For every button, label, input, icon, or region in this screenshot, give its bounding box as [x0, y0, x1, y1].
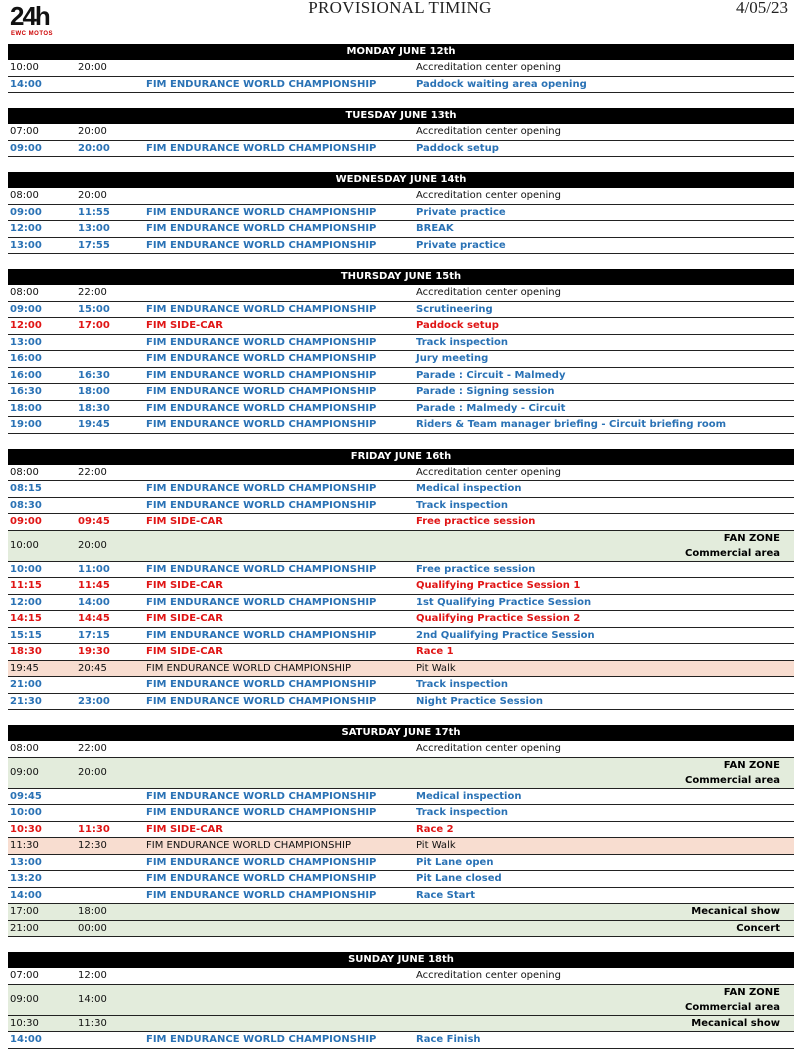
schedule-row: [8, 188, 794, 205]
schedule-row: [8, 531, 794, 562]
category: FIM ENDURANCE WORLD CHAMPIONSHIP: [146, 483, 377, 494]
end-time: 20:00: [78, 539, 107, 551]
end-time: 20:00: [78, 62, 107, 73]
category: FIM ENDURANCE WORLD CHAMPIONSHIP: [146, 856, 377, 868]
activity-line: Commercial area: [685, 547, 780, 559]
event-name: Track inspection: [416, 336, 509, 348]
event-name: BREAK: [416, 223, 454, 234]
start-time: 08:00: [10, 466, 39, 478]
start-time: 13:20: [10, 873, 42, 884]
event-name: Accreditation center opening: [416, 970, 561, 981]
event-name: Qualifying Practice Session 2: [416, 613, 581, 624]
category: FIM ENDURANCE WORLD CHAMPIONSHIP: [146, 679, 377, 690]
end-time: 19:30: [78, 646, 110, 657]
start-time: 13:00: [10, 336, 42, 348]
end-time: 20:00: [78, 142, 110, 154]
event-name: Track inspection: [416, 807, 509, 818]
category: FIM SIDE-CAR: [146, 580, 223, 591]
end-time: 23:00: [78, 695, 110, 707]
start-time: 10:00: [10, 539, 39, 551]
schedule-row: [8, 888, 794, 905]
end-time: 11:55: [78, 206, 110, 218]
start-time: 08:00: [10, 743, 39, 754]
start-time: 10:00: [10, 563, 42, 575]
day-header: MONDAY JUNE 12th: [8, 44, 794, 60]
day-section: [8, 108, 794, 157]
schedule-row: [8, 1032, 794, 1049]
start-time: 17:00: [10, 906, 39, 917]
schedule-row: [8, 318, 794, 335]
schedule-row: [8, 677, 794, 694]
schedule-row: [8, 401, 794, 418]
start-time: 12:00: [10, 223, 42, 234]
end-time: 11:45: [78, 580, 110, 591]
end-time: 11:30: [78, 823, 110, 835]
start-time: 07:00: [10, 126, 39, 137]
end-time: 18:00: [78, 906, 107, 917]
schedule-row: [8, 238, 794, 255]
category: FIM ENDURANCE WORLD CHAMPIONSHIP: [146, 78, 377, 90]
start-time: 11:15: [10, 580, 42, 591]
schedule-row: [8, 822, 794, 839]
event-name: Accreditation center opening: [416, 743, 561, 754]
start-time: 08:15: [10, 483, 42, 494]
day-header: SUNDAY JUNE 18th: [8, 952, 794, 968]
schedule-row: [8, 141, 794, 158]
event-name: Pit Lane closed: [416, 873, 502, 884]
end-time: 00:00: [78, 922, 107, 934]
end-time: 20:00: [78, 766, 107, 778]
schedule-table: [8, 44, 794, 1049]
start-time: 21:00: [10, 679, 42, 690]
event-name: Track inspection: [416, 499, 509, 511]
start-time: 19:45: [10, 662, 39, 674]
category: FIM ENDURANCE WORLD CHAMPIONSHIP: [146, 695, 377, 707]
start-time: 16:00: [10, 353, 42, 364]
schedule-row: [8, 77, 794, 94]
start-time: 09:00: [10, 993, 39, 1005]
schedule-row: [8, 465, 794, 482]
event-name: Private practice: [416, 206, 506, 218]
event-name: Qualifying Practice Session 1: [416, 580, 581, 591]
schedule-row: [8, 578, 794, 595]
schedule-row: [8, 968, 794, 985]
end-time: 14:00: [78, 993, 107, 1005]
event-name: Parade : Circuit - Malmedy: [416, 369, 566, 381]
activity-line: Concert: [736, 922, 780, 934]
category: FIM ENDURANCE WORLD CHAMPIONSHIP: [146, 563, 377, 575]
event-name: Scrutineering: [416, 303, 493, 315]
event-name: Accreditation center opening: [416, 126, 561, 137]
schedule-row: [8, 628, 794, 645]
start-time: 10:00: [10, 62, 39, 73]
event-name: Race 2: [416, 823, 454, 835]
event-name: 1st Qualifying Practice Session: [416, 596, 592, 608]
start-time: 09:00: [10, 303, 42, 315]
end-time: 15:00: [78, 303, 110, 315]
start-time: 14:15: [10, 613, 42, 624]
schedule-row: [8, 351, 794, 368]
category: FIM ENDURANCE WORLD CHAMPIONSHIP: [146, 386, 377, 397]
day-section: [8, 44, 794, 93]
event-name: Race Start: [416, 889, 476, 901]
event-name: Accreditation center opening: [416, 190, 561, 201]
event-name: Paddock setup: [416, 142, 499, 154]
schedule-row: [8, 60, 794, 77]
start-time: 07:00: [10, 970, 39, 981]
end-time: 18:30: [78, 402, 110, 414]
schedule-row: [8, 124, 794, 141]
event-name: Paddock setup: [416, 320, 499, 331]
venue-activity: [685, 531, 780, 561]
event-name: Pit Lane open: [416, 856, 494, 868]
schedule-row: [8, 384, 794, 401]
schedule-row: [8, 805, 794, 822]
category: FIM ENDURANCE WORLD CHAMPIONSHIP: [146, 1034, 377, 1045]
event-name: Paddock waiting area opening: [416, 78, 587, 90]
start-time: 09:00: [10, 766, 39, 778]
end-time: 13:00: [78, 223, 110, 234]
event-name: Medical inspection: [416, 790, 522, 802]
page-title: PROVISIONAL TIMING: [308, 0, 492, 17]
category: FIM ENDURANCE WORLD CHAMPIONSHIP: [146, 369, 377, 381]
end-time: 12:00: [78, 970, 107, 981]
category: FIM SIDE-CAR: [146, 823, 223, 835]
start-time: 21:30: [10, 695, 42, 707]
start-time: 12:00: [10, 596, 42, 608]
category: FIM ENDURANCE WORLD CHAMPIONSHIP: [146, 419, 377, 430]
schedule-row: [8, 285, 794, 302]
start-time: 14:00: [10, 889, 42, 901]
logo-subtitle: EWC MOTOS: [11, 31, 54, 37]
day-header: WEDNESDAY JUNE 14th: [8, 172, 794, 188]
event-name: Private practice: [416, 239, 506, 251]
activity-line: Mecanical show: [691, 1017, 780, 1029]
category: FIM ENDURANCE WORLD CHAMPIONSHIP: [146, 790, 377, 802]
category: FIM ENDURANCE WORLD CHAMPIONSHIP: [146, 889, 377, 901]
day-header: SATURDAY JUNE 17th: [8, 725, 794, 741]
end-time: 22:00: [78, 743, 107, 754]
start-time: 13:00: [10, 856, 42, 868]
start-time: 14:00: [10, 78, 42, 90]
event-name: Race 1: [416, 646, 454, 657]
end-time: 16:30: [78, 369, 110, 381]
day-header: TUESDAY JUNE 13th: [8, 108, 794, 124]
event-name: Free practice session: [416, 563, 536, 575]
schedule-row: [8, 838, 794, 855]
schedule-row: [8, 595, 794, 612]
schedule-row: [8, 661, 794, 678]
end-time: 14:45: [78, 613, 110, 624]
category: FIM ENDURANCE WORLD CHAMPIONSHIP: [146, 807, 377, 818]
day-section: [8, 172, 794, 254]
schedule-row: [8, 611, 794, 628]
schedule-row: [8, 205, 794, 222]
category: FIM SIDE-CAR: [146, 613, 223, 624]
venue-activity: [685, 985, 780, 1015]
schedule-row: [8, 871, 794, 888]
category: FIM ENDURANCE WORLD CHAMPIONSHIP: [146, 353, 377, 364]
event-name: Pit Walk: [416, 840, 456, 851]
schedule-row: [8, 921, 794, 938]
end-time: 12:30: [78, 840, 107, 851]
activity-line: Commercial area: [685, 1001, 780, 1013]
start-time: 13:00: [10, 239, 42, 251]
day-section: [8, 725, 794, 937]
category: FIM ENDURANCE WORLD CHAMPIONSHIP: [146, 840, 351, 851]
category: FIM ENDURANCE WORLD CHAMPIONSHIP: [146, 402, 377, 414]
activity-line: FAN ZONE: [723, 532, 780, 544]
category: FIM ENDURANCE WORLD CHAMPIONSHIP: [146, 499, 377, 511]
schedule-row: [8, 904, 794, 921]
start-time: 08:00: [10, 287, 39, 298]
category: FIM ENDURANCE WORLD CHAMPIONSHIP: [146, 596, 377, 608]
day-header: THURSDAY JUNE 15th: [8, 269, 794, 285]
start-time: 09:00: [10, 142, 42, 154]
event-name: Accreditation center opening: [416, 287, 561, 298]
document-date: 4/05/23: [736, 0, 788, 17]
end-time: 11:00: [78, 563, 110, 575]
schedule-row: [8, 644, 794, 661]
venue-activity: [736, 921, 780, 936]
day-section: [8, 952, 794, 1049]
end-time: 22:00: [78, 287, 107, 298]
start-time: 10:30: [10, 823, 42, 835]
end-time: 20:00: [78, 190, 107, 201]
start-time: 09:45: [10, 790, 42, 802]
start-time: 19:00: [10, 419, 42, 430]
schedule-row: [8, 562, 794, 579]
start-time: 12:00: [10, 320, 42, 331]
activity-line: FAN ZONE: [723, 759, 780, 771]
end-time: 09:45: [78, 516, 110, 527]
schedule-row: [8, 985, 794, 1016]
start-time: 18:00: [10, 402, 42, 414]
category: FIM ENDURANCE WORLD CHAMPIONSHIP: [146, 303, 377, 315]
end-time: 14:00: [78, 596, 110, 608]
end-time: 11:30: [78, 1017, 107, 1029]
category: FIM ENDURANCE WORLD CHAMPIONSHIP: [146, 662, 351, 674]
category: FIM SIDE-CAR: [146, 646, 223, 657]
start-time: 10:30: [10, 1017, 39, 1029]
category: FIM ENDURANCE WORLD CHAMPIONSHIP: [146, 873, 377, 884]
schedule-row: [8, 481, 794, 498]
start-time: 10:00: [10, 807, 42, 818]
schedule-row: [8, 302, 794, 319]
schedule-row: [8, 789, 794, 806]
venue-activity: [685, 758, 780, 788]
start-time: 16:00: [10, 369, 42, 381]
end-time: 20:45: [78, 662, 107, 674]
start-time: 14:00: [10, 1034, 42, 1045]
day-section: [8, 269, 794, 434]
event-name: Free practice session: [416, 516, 536, 527]
category: FIM ENDURANCE WORLD CHAMPIONSHIP: [146, 142, 377, 154]
activity-line: Commercial area: [685, 774, 780, 786]
schedule-row: [8, 741, 794, 758]
event-name: Pit Walk: [416, 662, 456, 674]
event-name: Accreditation center opening: [416, 62, 561, 73]
schedule-row: [8, 498, 794, 515]
start-time: 09:00: [10, 516, 42, 527]
start-time: 16:30: [10, 386, 42, 397]
category: FIM ENDURANCE WORLD CHAMPIONSHIP: [146, 336, 377, 348]
category: FIM ENDURANCE WORLD CHAMPIONSHIP: [146, 223, 377, 234]
schedule-row: [8, 335, 794, 352]
event-name: Medical inspection: [416, 483, 522, 494]
start-time: 15:15: [10, 629, 42, 641]
day-header: FRIDAY JUNE 16th: [8, 449, 794, 465]
end-time: 19:45: [78, 419, 110, 430]
start-time: 21:00: [10, 922, 39, 934]
end-time: 18:00: [78, 386, 110, 397]
schedule-row: [8, 221, 794, 238]
event-name: Night Practice Session: [416, 695, 543, 707]
event-name: Parade : Malmedy - Circuit: [416, 402, 566, 414]
event-name: Track inspection: [416, 679, 509, 690]
schedule-row: [8, 1016, 794, 1033]
schedule-row: [8, 368, 794, 385]
end-time: 17:00: [78, 320, 110, 331]
start-time: 11:30: [10, 840, 39, 851]
event-name: Race Finish: [416, 1034, 481, 1045]
category: FIM ENDURANCE WORLD CHAMPIONSHIP: [146, 239, 377, 251]
venue-activity: [691, 904, 780, 919]
end-time: 20:00: [78, 126, 107, 137]
logo-number: 24h: [10, 1, 49, 31]
event-name: Riders & Team manager briefing - Circuit briefing room: [416, 419, 727, 430]
event-name: Parade : Signing session: [416, 386, 555, 397]
schedule-row: [8, 855, 794, 872]
page-header: [0, 0, 800, 44]
end-time: 17:15: [78, 629, 110, 641]
category: FIM SIDE-CAR: [146, 516, 223, 527]
event-name: Jury meeting: [416, 353, 489, 364]
start-time: 18:30: [10, 646, 42, 657]
schedule-row: [8, 694, 794, 711]
schedule-row: [8, 417, 794, 434]
venue-activity: [691, 1016, 780, 1031]
event-name: Accreditation center opening: [416, 466, 561, 478]
end-time: 22:00: [78, 466, 107, 478]
category: FIM SIDE-CAR: [146, 320, 223, 331]
activity-line: FAN ZONE: [723, 986, 780, 998]
schedule-row: [8, 758, 794, 789]
schedule-row: [8, 514, 794, 531]
category: FIM ENDURANCE WORLD CHAMPIONSHIP: [146, 629, 377, 641]
start-time: 08:00: [10, 190, 39, 201]
start-time: 08:30: [10, 499, 42, 511]
day-section: [8, 449, 794, 711]
start-time: 09:00: [10, 206, 42, 218]
end-time: 17:55: [78, 239, 110, 251]
event-name: 2nd Qualifying Practice Session: [416, 629, 595, 641]
activity-line: Mecanical show: [691, 906, 780, 917]
category: FIM ENDURANCE WORLD CHAMPIONSHIP: [146, 206, 377, 218]
